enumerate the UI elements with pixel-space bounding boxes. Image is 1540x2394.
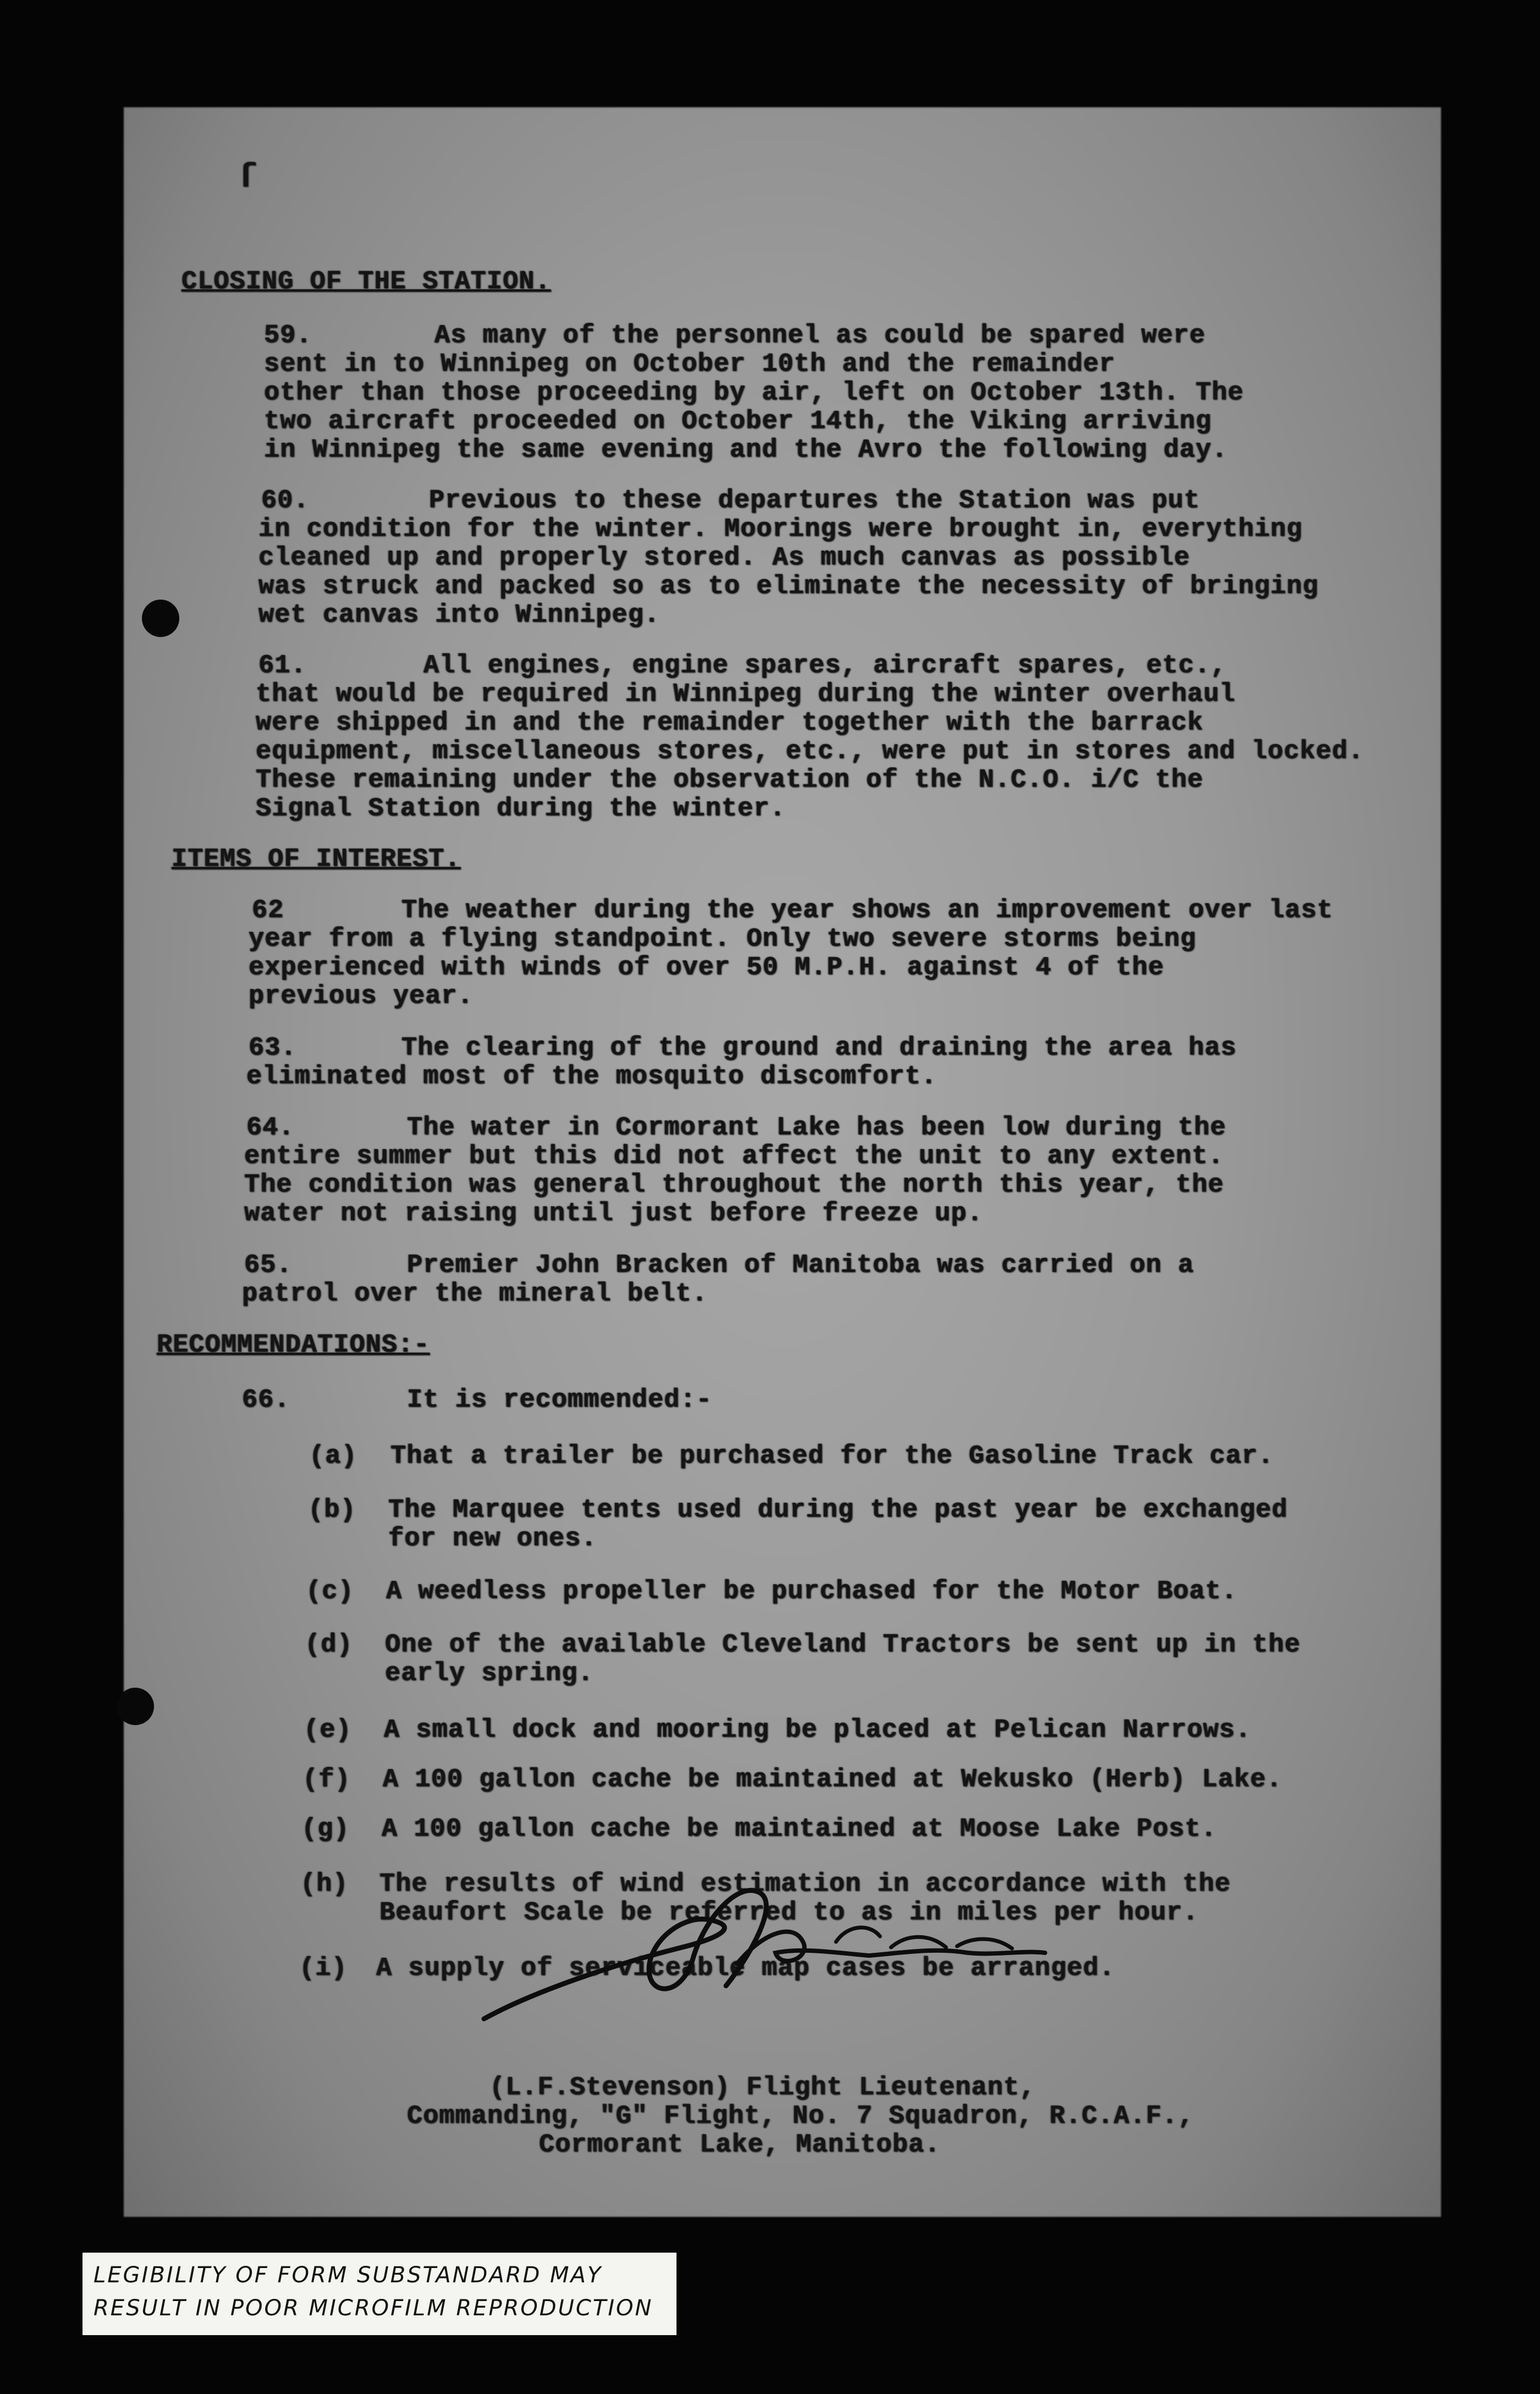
text-line: The Marquee tents used during the past year be exchanged: [388, 1496, 1288, 1525]
text-line: year from a flying standpoint. Only two severe storms being: [249, 925, 1197, 954]
paragraph-number: 61.: [258, 651, 307, 680]
paragraph-number: 64.: [246, 1113, 295, 1143]
text-line: water not raising until just before freeze up.: [244, 1199, 983, 1228]
text-line: other than those proceeding by air, left on October 13th. The: [264, 378, 1244, 408]
text-line: The clearing of the ground and draining the area has: [402, 1034, 1237, 1063]
text-line: equipment, miscellaneous stores, etc., were put in stores and locked.: [256, 737, 1365, 766]
text-line: that would be required in Winnipeg during the winter overhaul: [256, 680, 1236, 709]
recommendation-label: (f): [302, 1765, 351, 1794]
text-line: was struck and packed so as to eliminate the necessity of bringing: [258, 572, 1319, 601]
text-line: patrol over the mineral belt.: [242, 1280, 708, 1309]
text-line: eliminated most of the mosquito discomfort.: [246, 1062, 937, 1091]
recommendation-label: (g): [301, 1815, 350, 1844]
text-line: early spring.: [385, 1659, 594, 1688]
paragraph-number: 62: [252, 896, 284, 925]
text-line: The condition was general throughout the north this year, the: [244, 1171, 1224, 1200]
text-line: A supply of serviceable map cases be arranged.: [376, 1954, 1115, 1983]
text-line: The weather during the year shows an improvement over last: [402, 896, 1333, 925]
punch-hole-top: [142, 600, 179, 637]
text-line: A 100 gallon cache be maintained at Wekusko (Herb) Lake.: [383, 1765, 1283, 1794]
text-line: As many of the personnel as could be spared were: [435, 321, 1206, 350]
heading-recommendations: RECOMMENDATIONS:-: [157, 1331, 430, 1360]
text-line: That a trailer be purchased for the Gasoline Track car.: [391, 1442, 1274, 1471]
text-line: A 100 gallon cache be maintained at Moose Lake Post.: [382, 1815, 1217, 1844]
text-line: The results of wind estimation in accordance with the: [380, 1870, 1231, 1899]
recommendation-label: (h): [300, 1870, 349, 1899]
text-line: Signal Station during the winter.: [256, 794, 786, 823]
text-line: The water in Cormorant Lake has been low during the: [407, 1113, 1226, 1143]
page-mark: ſ: [238, 160, 258, 197]
paragraph-number: 65.: [244, 1251, 293, 1280]
note-line: LEGIBILITY OF FORM SUBSTANDARD MAY: [94, 2263, 603, 2288]
text-line: A small dock and mooring be placed at Pelican Narrows.: [384, 1716, 1252, 1745]
text-line: two aircraft proceeded on October 14th, the Viking arriving: [264, 407, 1212, 436]
signatory-title: Commanding, "G" Flight, No. 7 Squadron, R.C.A.F.,: [407, 2102, 1195, 2131]
signatory-location: Cormorant Lake, Manitoba.: [539, 2131, 941, 2160]
text-line: It is recommended:-: [407, 1386, 712, 1415]
heading-closing-of-station: CLOSING OF THE STATION.: [182, 267, 551, 296]
paragraph-number: 66.: [242, 1386, 290, 1415]
text-line: cleaned up and properly stored. As much canvas as possible: [258, 543, 1190, 573]
text-line: These remaining under the observation of the N.C.O. i/C the: [256, 766, 1204, 795]
text-line: All engines, engine spares, aircraft spares, etc.,: [424, 651, 1227, 680]
text-line: experienced with winds of over 50 M.P.H. against 4 of the: [249, 953, 1164, 982]
microfilm-legibility-note: [82, 2253, 676, 2335]
heading-items-of-interest: ITEMS OF INTEREST.: [172, 845, 461, 874]
text-line: sent in to Winnipeg on October 10th and the remainder: [264, 350, 1115, 379]
text-line: previous year.: [249, 982, 474, 1011]
text-line: wet canvas into Winnipeg.: [258, 601, 661, 630]
paragraph-number: 60.: [261, 486, 310, 515]
recommendation-label: (i): [299, 1954, 348, 1983]
recommendation-label: (d): [305, 1630, 353, 1660]
handwritten-signature: [451, 1859, 1084, 2024]
signatory-name: (L.F.Stevenson) Flight Lieutenant,: [490, 2073, 1036, 2102]
paragraph-number: 63.: [249, 1034, 297, 1063]
text-line: in condition for the winter. Moorings were brought in, everything: [258, 515, 1303, 544]
punch-hole-bottom: [117, 1688, 154, 1725]
recommendation-label: (b): [308, 1496, 356, 1525]
text-line: were shipped in and the remainder together with the barrack: [256, 709, 1204, 738]
text-line: Beaufort Scale be referred to as in miles per hour.: [380, 1898, 1199, 1928]
note-line: RESULT IN POOR MICROFILM REPRODUCTION: [94, 2296, 653, 2321]
text-line: A weedless propeller be purchased for the Motor Boat.: [386, 1577, 1238, 1606]
text-line: for new ones.: [388, 1524, 597, 1553]
text-line: entire summer but this did not affect the unit to any extent.: [244, 1142, 1224, 1171]
recommendation-label: (a): [309, 1442, 358, 1471]
text-line: Premier John Bracken of Manitoba was carried on a: [407, 1251, 1195, 1280]
recommendation-label: (c): [306, 1577, 354, 1606]
recommendation-label: (e): [304, 1716, 352, 1745]
text-line: Previous to these departures the Station was put: [429, 486, 1200, 515]
text-line: One of the available Cleveland Tractors be sent up in the: [385, 1630, 1301, 1660]
text-line: in Winnipeg the same evening and the Avro the following day.: [264, 436, 1228, 465]
paragraph-number: 59.: [264, 321, 312, 350]
